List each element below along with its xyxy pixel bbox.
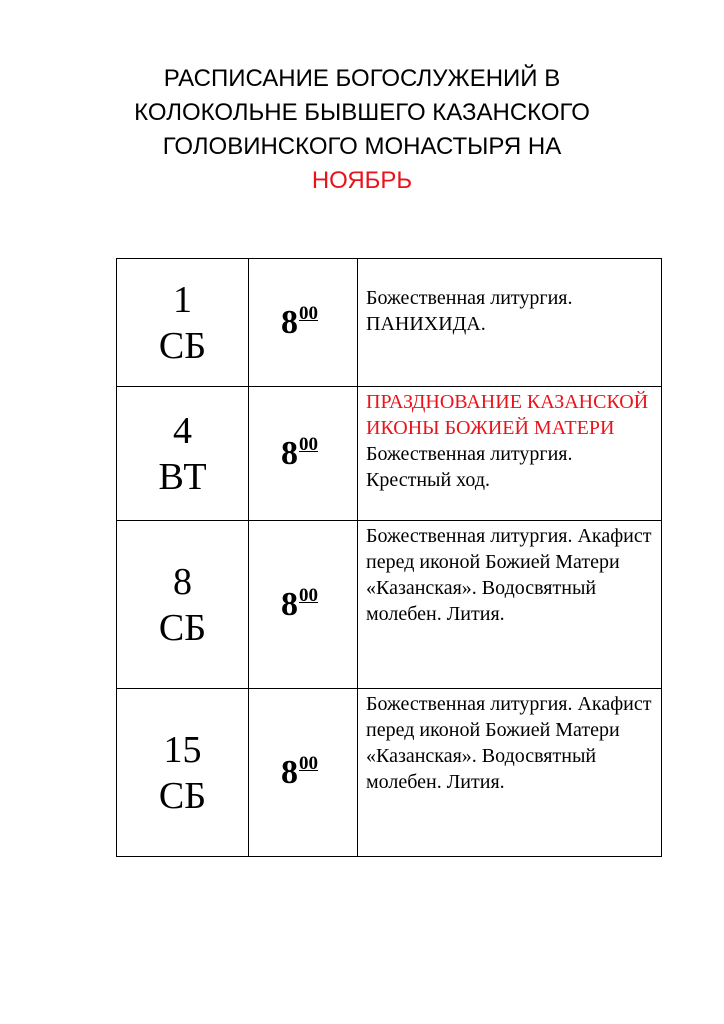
service-cell — [358, 387, 662, 521]
service-text: Божественная литургия. Крестный ход. — [366, 443, 573, 491]
feast-name: ПРАЗДНОВАНИЕ КАЗАНСКОЙ ИКОНЫ БОЖИЕЙ МАТЕРИ — [366, 391, 649, 439]
date-number: 4 — [173, 409, 192, 452]
service-cell — [358, 259, 662, 387]
service-text: Божественная литургия. Акафист перед иконой Божией Матери «Казанская». Водосвятный молебен. Лития. — [366, 693, 652, 793]
title-line-3: ГОЛОВИНСКОГО МОНАСТЫРЯ НА — [162, 133, 562, 160]
time-minutes: 00 — [299, 434, 318, 455]
date-number: 15 — [163, 728, 202, 771]
table-row — [117, 259, 662, 387]
weekday: СБ — [158, 774, 207, 817]
weekday: ВТ — [158, 455, 207, 498]
date-number: 8 — [173, 560, 192, 603]
title-month: НОЯБРЬ — [311, 167, 413, 194]
time-hour: 8 — [281, 754, 298, 791]
schedule-table — [116, 258, 662, 857]
service-cell — [358, 689, 662, 857]
day-cell — [117, 689, 249, 857]
time-cell — [249, 521, 358, 689]
time-cell — [249, 689, 358, 857]
day-cell — [117, 259, 249, 387]
page-title — [0, 62, 724, 198]
table-row — [117, 689, 662, 857]
title-line-1: РАСПИСАНИЕ БОГОСЛУЖЕНИЙ В — [163, 65, 561, 92]
time-hour: 8 — [281, 304, 298, 341]
service-text: Божественная литургия. Акафист перед иконой Божией Матери «Казанская». Водосвятный молебен. Лития. — [366, 525, 652, 625]
day-cell — [117, 521, 249, 689]
day-cell — [117, 387, 249, 521]
date-number: 1 — [173, 278, 192, 321]
time-hour: 8 — [281, 586, 298, 623]
table-row — [117, 387, 662, 521]
service-cell — [358, 521, 662, 689]
time-minutes: 00 — [299, 753, 318, 774]
time-minutes: 00 — [299, 303, 318, 324]
time-cell — [249, 259, 358, 387]
service-text: Божественная литургия. ПАНИХИДА. — [366, 287, 573, 335]
time-cell — [249, 387, 358, 521]
weekday: СБ — [158, 606, 207, 649]
weekday: СБ — [158, 324, 207, 367]
time-minutes: 00 — [299, 585, 318, 606]
time-hour: 8 — [281, 435, 298, 472]
table-row — [117, 521, 662, 689]
title-line-2: КОЛОКОЛЬНЕ БЫВШЕГО КАЗАНСКОГО — [134, 99, 590, 126]
